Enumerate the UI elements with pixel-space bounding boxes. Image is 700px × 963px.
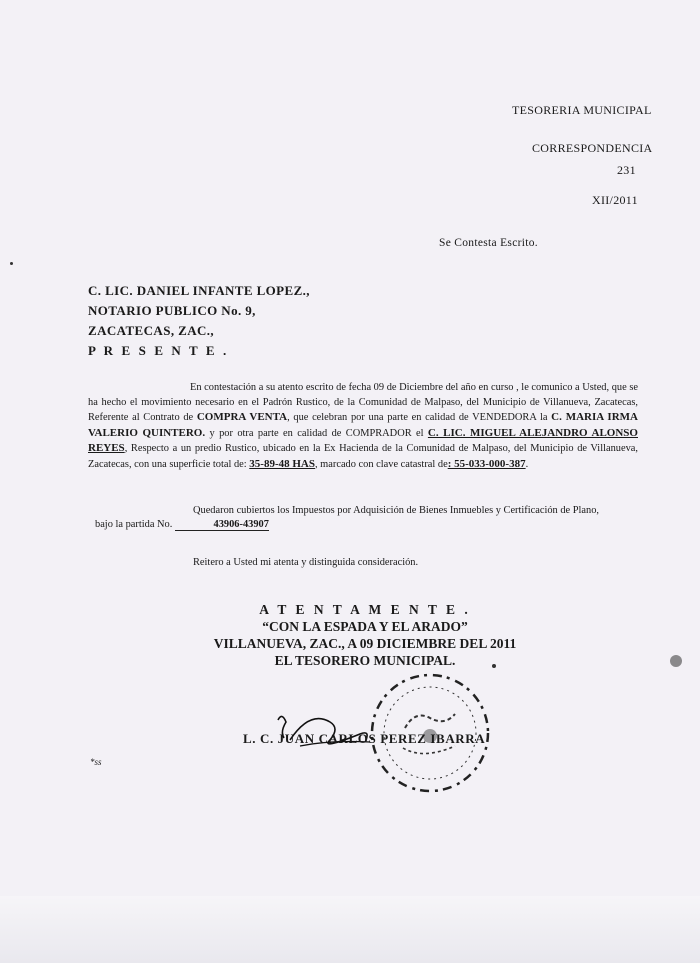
recipient-line-1: C. LIC. DANIEL INFANTE LOPEZ., <box>88 283 310 298</box>
body-paragraph-1 <box>88 381 638 472</box>
partida-label: bajo la partida No. <box>95 519 173 530</box>
seller-name: C. MARIA IRMA VALERIO QUINTERO. <box>88 411 638 439</box>
scan-bottom-band <box>0 896 700 963</box>
surface-area: 35-89-48 HAS <box>249 457 315 470</box>
buyer-name: C. LIC. MIGUEL ALEJANDRO ALONSO REYES <box>88 426 638 454</box>
body-text-segment: , marcado con clave catastral de <box>314 458 448 470</box>
typist-initials: *ss <box>90 757 102 767</box>
body-text-segment: En contestación a su atento escrito de fecha 09 de Diciembre del año en curso , le comunico a Usted, que se ha hecho el movimiento necesario en el Padrón Rustico, de la Comunidad de Malpaso, del Municipio de Villanueva, Zacatecas, Referente al Contrato de <box>88 382 638 423</box>
closing-regards: A T E N T A M E N T E . <box>259 602 471 617</box>
body-paragraph-3: Reitero a Usted mi atenta y distinguida consideración. <box>193 557 419 568</box>
body-text-segment: y por otra parte en calidad de COMPRADOR el <box>209 427 424 439</box>
recipient-line-4: P R E S E N T E . <box>88 343 229 358</box>
department-heading: TESORERIA MUNICIPAL <box>512 103 652 117</box>
signer-name: L. C. JUAN CARLOS PEREZ IBARRA <box>243 731 486 746</box>
cadastral-key: : 55-033-000-387 <box>447 457 526 470</box>
correspondence-number: 231 <box>617 163 636 177</box>
contract-type: COMPRA VENTA <box>196 411 288 423</box>
section-heading: CORRESPONDENCIA <box>532 141 653 155</box>
closing-place-date: VILLANUEVA, ZAC., A 09 DICIEMBRE DEL 2011 <box>213 636 517 651</box>
subject-line: Se Contesta Escrito. <box>439 237 538 249</box>
closing-title: EL TESORERO MUNICIPAL. <box>274 653 456 668</box>
recipient-line-2: NOTARIO PUBLICO No. 9, <box>88 303 256 318</box>
body-text-segment: , que celebran por una parte en calidad de VENDEDORA la <box>287 412 548 423</box>
partida-number: 43906-43907 <box>175 519 269 531</box>
closing-motto: “CON LA ESPADA Y EL ARADO” <box>262 619 468 634</box>
scan-dot <box>10 262 13 265</box>
body-paragraph-2-line-1: Quedaron cubiertos los Impuestos por Adquisición de Bienes Inmuebles y Certificación de Plano, <box>193 505 600 516</box>
scan-dot <box>492 664 496 668</box>
recipient-line-3: ZACATECAS, ZAC., <box>88 323 215 338</box>
body-paragraph-2-line-2 <box>95 519 269 531</box>
scan-ink-spot <box>670 655 682 667</box>
body-text-segment: . <box>525 458 529 470</box>
body-text-segment: , Respecto a un predio Rustico, ubicado en la Ex Hacienda de la Comunidad de Malpaso, del Municipio de Villanueva, Zacatecas, con una superficie total de: <box>88 443 638 470</box>
closing-block <box>200 601 530 669</box>
correspondence-period: XII/2011 <box>592 193 638 207</box>
